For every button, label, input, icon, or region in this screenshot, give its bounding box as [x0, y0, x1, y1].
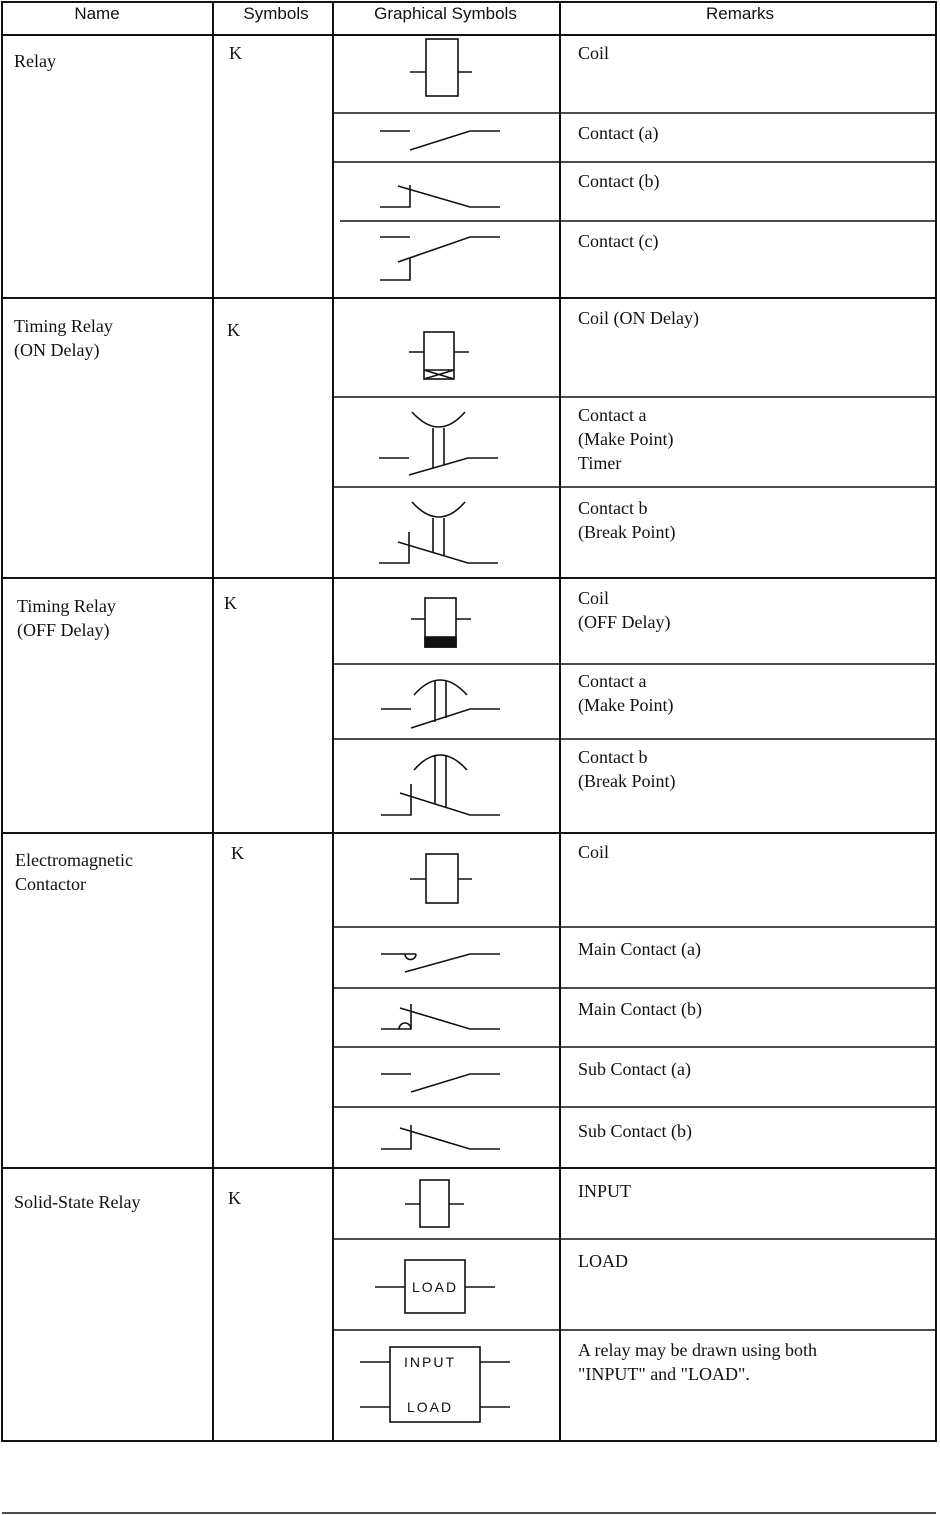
- remark: Contact b (Break Point): [578, 498, 676, 542]
- contactor-coil-icon: [410, 854, 472, 903]
- ssr-input-icon: [405, 1180, 464, 1227]
- ssr-input-load-icon: [360, 1347, 510, 1422]
- load-label: LOAD: [406, 1399, 454, 1415]
- off-delay-coil-icon: [411, 598, 471, 647]
- remark: Contact a (Make Point) Timer: [578, 405, 674, 473]
- letter-symbol: K: [229, 43, 242, 63]
- sub-contact-b-icon: [381, 1125, 500, 1149]
- letter-symbol: K: [228, 1188, 241, 1208]
- remark: Contact (a): [578, 123, 659, 143]
- remark: INPUT: [578, 1181, 631, 1201]
- device-name: Timing Relay: [17, 596, 116, 616]
- device-name: Relay: [14, 51, 56, 71]
- remark: Sub Contact (b): [578, 1121, 692, 1141]
- device-name: Contactor: [15, 874, 86, 894]
- remark: Sub Contact (a): [578, 1059, 691, 1079]
- remark: Coil: [578, 43, 610, 63]
- load-label: LOAD: [411, 1279, 459, 1295]
- remark: Coil (OFF Delay): [578, 588, 671, 632]
- remark: Main Contact (a): [578, 939, 701, 959]
- main-contact-a-icon: [381, 954, 500, 972]
- letter-symbol: K: [227, 320, 240, 340]
- letter-symbol: K: [231, 843, 244, 863]
- remark: Coil: [578, 842, 610, 862]
- letter-symbol: K: [224, 593, 237, 613]
- off-delay-contact-a-icon: [381, 680, 500, 728]
- remark: A relay may be drawn using both "INPUT" and "LOAD".: [578, 1340, 817, 1384]
- input-label: INPUT: [404, 1354, 456, 1370]
- device-name: Timing Relay: [14, 316, 113, 336]
- header-symbols: Symbols: [243, 4, 309, 23]
- main-contact-b-icon: [381, 1004, 500, 1029]
- contact-a-icon: [380, 131, 500, 150]
- remark: Main Contact (b): [578, 999, 702, 1019]
- off-delay-contact-b-icon: [381, 755, 500, 815]
- device-name: Solid-State Relay: [14, 1192, 141, 1212]
- table-grid: [2, 2, 936, 1441]
- remark: Contact a (Make Point): [578, 671, 674, 715]
- relay-coil-icon: [410, 39, 472, 96]
- on-delay-contact-a-icon: [379, 412, 498, 475]
- remark: Contact (b): [578, 171, 660, 191]
- header-remarks: Remarks: [705, 4, 774, 23]
- contact-c-icon: [380, 237, 500, 280]
- ssr-load-icon: [375, 1260, 495, 1313]
- device-name: (ON Delay): [14, 340, 100, 360]
- remark: Contact b (Break Point): [578, 747, 676, 791]
- device-name: Electromagnetic: [15, 850, 133, 870]
- remark: LOAD: [578, 1251, 628, 1271]
- remark: Contact (c): [578, 231, 659, 251]
- header-graphical-symbols: Graphical Symbols: [374, 4, 517, 23]
- on-delay-contact-b-icon: [379, 502, 498, 563]
- contact-b-icon: [380, 185, 500, 207]
- device-name: (OFF Delay): [17, 620, 110, 640]
- sub-contact-a-icon: [381, 1074, 500, 1092]
- header-name: Name: [74, 4, 120, 23]
- remark: Coil (ON Delay): [578, 308, 699, 328]
- on-delay-coil-icon: [409, 332, 469, 379]
